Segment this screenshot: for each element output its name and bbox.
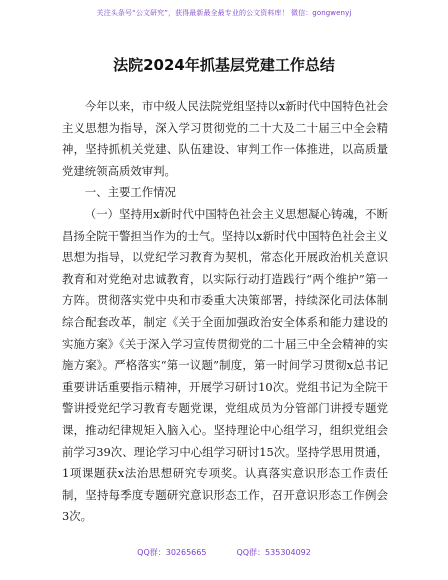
section-paragraph: （一）坚持用x新时代中国特色社会主义思想凝心铸魂，不断昌扬全院干警担当作为的士气。坚持以x新时代中国特色社会主义思想为指导，以党纪学习教育为契机，常态化开展政治机关意识教育和对党绝对忠诚教育，以实际行动打造践行“两个维护”第一方阵。贯彻落实党中央和市委重大决策部署，持续深化司法体制综合配套改革，制定《关于全面加强政治安全体系和能力建设的实施方案》《关于深入学习宣传贯彻党的二十届三中全会精神的实施方案》。严格落实“第一议题”制度，第一时间学习贯彻x总书记重要讲话重要指示精神，开展学习研讨10次。党组书记为全院干警讲授党纪学习教育专题党课，党组成员为分管部门讲授专题党课，推动纪律规矩入脑入心。坚持理论中心组学习，组织党组会前学习39次、理论学习中心组学习研讨15次。坚持学思用贯通，1项课题获x法治思想研究专项奖。认真落实意识形态工作责任制，坚持每季度专题研究意识形态工作，召开意识形态工作例会3次。	[62, 206, 388, 524]
qq-group-1: QQ群：30265665	[137, 548, 207, 557]
intro-paragraph: 今年以来，市中级人民法院党组坚持以x新时代中国特色社会主义思想为指导，深入学习贯彻党的二十大及二十届三中全会精神，坚持抓机关党建、队伍建设、审判工作一体推进，以高质量党建统领高质效审判。	[62, 99, 388, 178]
document-title: 法院2024年抓基层党建工作总结	[113, 56, 335, 74]
watermark-banner: 关注头条号“公文研究”，获得最新最全最专业的公文资料库！ 微信：gongwenyj	[96, 9, 352, 17]
document-body	[62, 96, 388, 528]
section-heading: 一、主要工作情况	[84, 185, 176, 200]
qq-group-2: QQ群：535304092	[236, 548, 311, 557]
watermark-footer	[0, 547, 448, 558]
